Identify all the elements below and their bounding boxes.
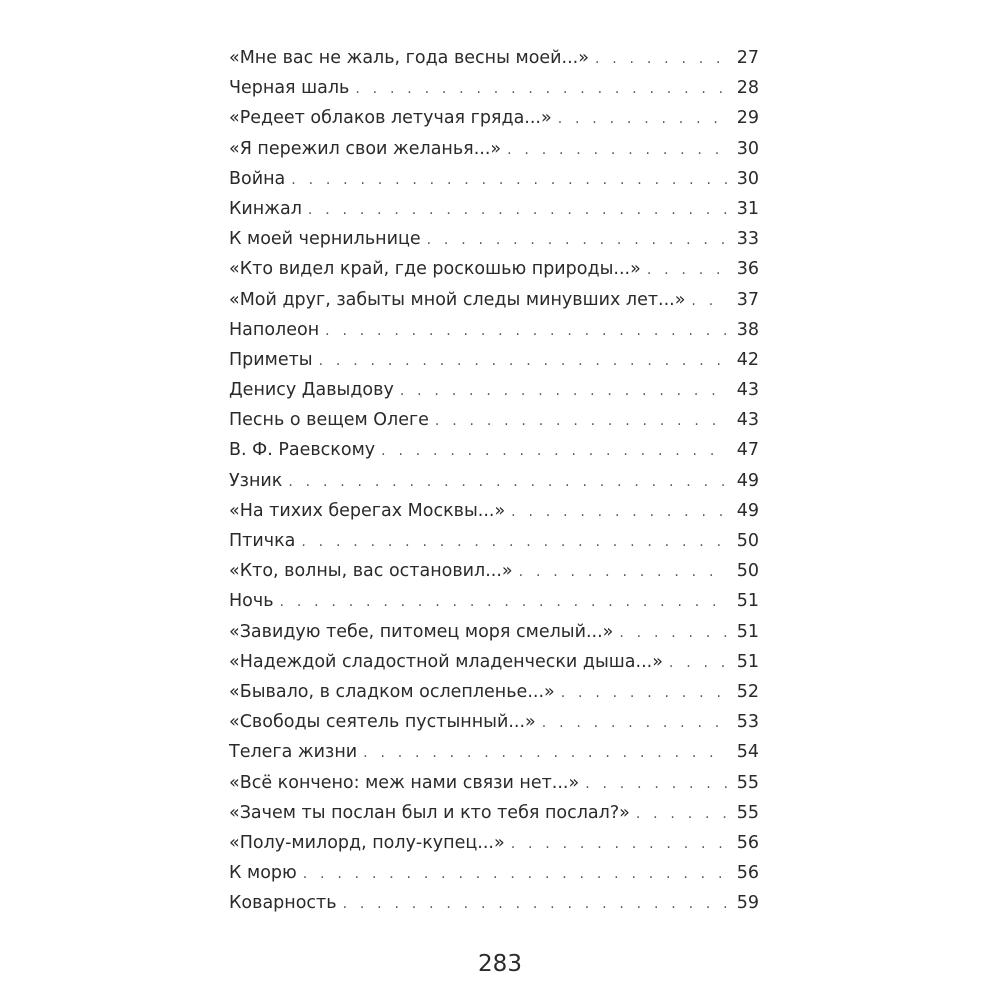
- toc-entry: [229, 315, 759, 345]
- toc-entry: [229, 526, 759, 556]
- toc-entry: [229, 496, 759, 526]
- toc-entry: [229, 737, 759, 767]
- toc-entry: [229, 254, 759, 284]
- toc-entry-title: В. Ф. Раевскому: [229, 440, 376, 461]
- toc-entry-page: 42: [736, 349, 759, 370]
- table-of-contents: [229, 43, 759, 918]
- toc-entry: [229, 194, 759, 224]
- toc-entry-title: «Надеждой сладостной младенчески дыша...»: [229, 651, 663, 672]
- toc-entry: [229, 375, 759, 405]
- toc-entry: [229, 707, 759, 737]
- dot-leader: [691, 286, 727, 316]
- toc-entry-page: 43: [736, 410, 759, 431]
- toc-entry-title: К морю: [229, 863, 297, 884]
- toc-entry-title: Коварность: [229, 893, 337, 914]
- toc-entry-title: «Бывало, в сладком ослепленье...»: [229, 681, 555, 702]
- toc-entry-title: «Завидую тебе, питомец моря смелый...»: [229, 621, 614, 642]
- toc-entry: [229, 435, 759, 465]
- toc-entry: [229, 798, 759, 828]
- toc-entry: [229, 858, 759, 888]
- toc-entry-page: 28: [736, 78, 759, 99]
- toc-entry-title: «Кто, волны, вас остановил...»: [229, 561, 513, 582]
- toc-entry: [229, 466, 759, 496]
- toc-entry-page: 50: [736, 531, 759, 551]
- toc-entry-title: Узник: [229, 470, 283, 491]
- toc-entry: [229, 405, 759, 435]
- toc-entry-title: «Мой друг, забыты мной следы минувших лет...»: [229, 289, 686, 310]
- dot-leader: [308, 195, 727, 225]
- dot-leader: [561, 678, 727, 708]
- toc-entry-page: 38: [736, 319, 759, 340]
- toc-entry-title: Кинжал: [229, 198, 302, 219]
- dot-leader: [280, 587, 727, 617]
- toc-entry-page: 51: [736, 621, 759, 642]
- toc-entry-title: «Кто видел край, где роскошью природы...»: [229, 259, 641, 280]
- toc-entry-page: 51: [736, 591, 759, 612]
- toc-entry: [229, 164, 759, 194]
- toc-entry-title: «Редеет облаков летучая гряда...»: [229, 108, 552, 129]
- dot-leader: [519, 557, 727, 587]
- toc-entry-page: 36: [736, 259, 759, 280]
- toc-entry: [229, 828, 759, 858]
- toc-entry: [229, 677, 759, 707]
- toc-entry-title: Денису Давыдову: [229, 380, 394, 401]
- toc-entry-title: Черная шаль: [229, 78, 350, 99]
- toc-entry: [229, 768, 759, 798]
- toc-entry-page: 33: [736, 229, 759, 250]
- dot-leader: [291, 165, 727, 195]
- toc-entry-page: 55: [736, 802, 759, 823]
- dot-leader: [435, 406, 727, 436]
- toc-entry-title: «Зачем ты послан был и кто тебя послал?»: [229, 802, 630, 823]
- toc-entry-page: 49: [736, 500, 759, 521]
- toc-entry: [229, 345, 759, 375]
- dot-leader: [325, 316, 727, 346]
- toc-entry-title: Песнь о вещем Олеге: [229, 410, 429, 431]
- dot-leader: [558, 104, 727, 134]
- dot-leader: [595, 44, 727, 74]
- toc-entry-page: 52: [736, 681, 759, 702]
- toc-entry-page: 59: [736, 893, 759, 914]
- toc-entry-title: «Свободы сеятель пустынный...»: [229, 712, 536, 733]
- toc-entry: [229, 556, 759, 586]
- toc-entry-title: «Мне вас не жаль, года весны моей...»: [229, 48, 589, 68]
- toc-entry-title: «Всё кончено: меж нами связи нет...»: [229, 772, 580, 793]
- toc-entry-title: Война: [229, 168, 286, 189]
- toc-entry-page: 30: [736, 168, 759, 189]
- toc-entry-title: К моей чернильнице: [229, 229, 421, 250]
- toc-entry-page: 49: [736, 470, 759, 491]
- toc-entry: [229, 73, 759, 103]
- toc-entry-title: Наполеон: [229, 319, 320, 340]
- toc-entry-title: Птичка: [229, 531, 296, 551]
- dot-leader: [636, 799, 727, 829]
- dot-leader: [363, 738, 727, 768]
- toc-entry-page: 53: [736, 712, 759, 733]
- toc-entry-title: «Полу-милорд, полу-купец...»: [229, 832, 505, 853]
- dot-leader: [301, 527, 727, 557]
- dot-leader: [511, 497, 727, 527]
- dot-leader: [507, 135, 727, 165]
- toc-entry: [229, 134, 759, 164]
- toc-entry-page: 54: [736, 742, 759, 763]
- toc-entry-page: 56: [736, 863, 759, 884]
- dot-leader: [669, 648, 727, 678]
- dot-leader: [647, 255, 727, 285]
- toc-entry-title: Ночь: [229, 591, 274, 612]
- toc-entry-page: 51: [736, 651, 759, 672]
- toc-entry-page: 47: [736, 440, 759, 461]
- dot-leader: [427, 225, 727, 255]
- dot-leader: [511, 829, 727, 859]
- dot-leader: [288, 467, 727, 497]
- dot-leader: [619, 618, 727, 648]
- toc-entry-title: Телега жизни: [229, 742, 358, 763]
- dot-leader: [542, 708, 727, 738]
- toc-entry-title: «Я пережил свои желанья...»: [229, 138, 502, 159]
- toc-entry: [229, 647, 759, 677]
- toc-entry-page: 50: [736, 561, 759, 582]
- toc-entry: [229, 888, 759, 918]
- toc-entry-page: 56: [736, 832, 759, 853]
- toc-entry: [229, 103, 759, 133]
- dot-leader: [381, 436, 727, 466]
- toc-entry-page: 55: [736, 772, 759, 793]
- toc-entry: [229, 224, 759, 254]
- dot-leader: [585, 769, 727, 799]
- dot-leader: [319, 346, 727, 376]
- dot-leader: [355, 74, 727, 104]
- dot-leader: [343, 889, 727, 919]
- toc-entry: [229, 43, 759, 73]
- toc-entry-page: 37: [736, 289, 759, 310]
- toc-entry-page: 30: [736, 138, 759, 159]
- toc-entry-page: 29: [736, 108, 759, 129]
- dot-leader: [303, 859, 727, 889]
- toc-entry-page: 43: [736, 380, 759, 401]
- dot-leader: [400, 376, 727, 406]
- toc-entry: [229, 285, 759, 315]
- toc-entry-title: «На тихих берегах Москвы...»: [229, 500, 506, 521]
- toc-entry-page: 27: [736, 48, 759, 68]
- toc-entry-title: Приметы: [229, 349, 313, 370]
- toc-entry-page: 31: [736, 198, 759, 219]
- toc-entry: [229, 586, 759, 616]
- toc-entry: [229, 617, 759, 647]
- page-number: 283: [478, 951, 522, 977]
